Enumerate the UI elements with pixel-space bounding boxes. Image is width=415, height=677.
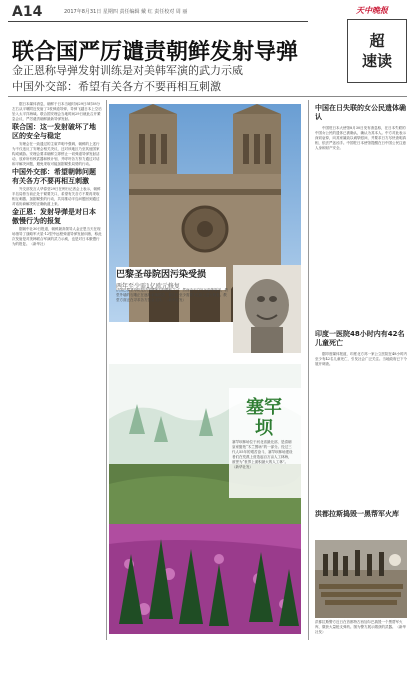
newspaper-logo: 天中晚报 [356, 5, 388, 15]
right-paragraph-1 [315, 126, 407, 280]
right-paragraph-2 [315, 352, 407, 502]
right-paragraph-3: 洪都拉斯警方近日在首都特古西加尔巴捣毁一个黑帮军火库，缴获大量枪支弹药。图为警方展示缴获的武器。（新华社发） [315, 620, 406, 634]
subheadline-2: 中国外交部：希望有关各方不要再相互刺激 [12, 80, 221, 93]
gargoyle-photo [233, 265, 301, 353]
column-divider-right [308, 100, 309, 640]
right-heading-1: 中国在日失联的女公民遗体确认 [315, 104, 406, 121]
subheadline-1: 金正恩称导弹发射训练是对美韩军演的武力示威 [12, 64, 243, 77]
photo1-caption-title: 巴黎圣母院因污染受损 [116, 270, 207, 280]
saihanba-title: 塞罕坝 [246, 397, 282, 439]
main-headline: 联合国严厉谴责朝鲜发射导弹 [12, 40, 299, 65]
saihanba-body: 塞罕坝林场位于河北省最北部，是清朝皇家猎苑“木兰围场”的一部分。经过三代人55年的艰苦奋斗，塞罕坝林场建设者们在荒漠上营造起百万亩人工林海，被誉为“世界上面积最大的人工林”。（新华社发） [232, 440, 293, 469]
section-heading-china: 中国外交部：希望朝韩问题有关各方不要再相互刺激 [12, 168, 96, 185]
section-number: A14 [12, 4, 43, 20]
paragraph-un: 安理会在一致通过的主席声明中强调，朝鲜的上述行为不仅违反了安理会相关决议，还对该地区乃至其他国家构成威胁。安理会要求朝鲜立即停止一切弹道导弹发射活动，放弃所有核武器和核计划，并呼吁各方努力通过对话和平解决问题，避免采取可能加剧紧张局势的行动。 [12, 142, 100, 166]
paragraph-china: 外交部发言人华春莹29日在例行记者会上表示，朝鲜半岛局势当前正处于紧要关口，希望有关各方不要再采取相互刺激、加剧紧张的行动，共同推动半岛问题回到通过对话协商解决的正确轨道上来。 [12, 187, 101, 206]
right-para-2-text: 据印度媒体报道，印度北方邦一家公立医院在48小时内至少有42名儿童死亡，引发社会广泛关注。当地政府已下令展开调查。 [315, 352, 407, 366]
section-heading-un: 联合国：这一发射破坏了地区的安全与稳定 [12, 123, 96, 140]
photo1-caption-sub: 两年至少需1亿欧元修复 [116, 283, 180, 290]
header-rule [8, 21, 308, 22]
photo1-caption [116, 267, 226, 290]
express-read-badge [347, 19, 407, 83]
badge-line-1: 超 [369, 32, 385, 50]
weapons-photo [315, 540, 407, 618]
lead-paragraph: 据日本媒体消息，朝鲜于日本当地时间29日5时58分左右从平壤附近发射了1枚弹道导弹，导弹飞越日本上空后坠入太平洋海域。联合国安理会当地时间29日就此召开紧急会议，严厉谴责朝鲜最新导弹发射。 [12, 102, 102, 121]
column-divider-left [106, 100, 107, 640]
section-heading-kim: 金正恩：发射导弹是对日本傲慢行为的报复 [12, 208, 96, 225]
right-para-1-text: 中国驻日本大使馆8月30日发布消息称，在日本失联的中国女公民的遗体已被确认，确认为其本人。中方对此表示深切哀悼，向其家属致以诚挚慰问，并要求日方尽快查明真相，依法严惩凶手。中国驻日本使馆提醒在日中国公民注意人身和财产安全。 [315, 126, 406, 150]
issue-meta: 2017年8月31日 星期四 责任编辑 戴 红 责任校对 周 丽 [64, 9, 188, 15]
right-heading-3: 洪都拉斯捣毁一黑帮军火库 [315, 510, 399, 518]
photo1-caption-body: 法国巴黎圣母院是法国最著名的地标之一。然而由于空气污染等原因，教堂外墙的石雕正在逐渐剥落损毁，据估计至少需要1亿欧元进行修复。教堂方面正在寻求各方资金支持。（新华社发） [116, 288, 228, 302]
paragraph-kim: 据朝中社30日报道，朝鲜最高领导人金正恩当天在现场指导了战略军火星-12型中远程弹道导弹发射训练，称此次发射是对美韩联合军演的武力示威，也是对日本傲慢行为的报复。（新华社） [12, 227, 102, 246]
headline-rule [8, 96, 407, 97]
right-heading-2: 印度一医院48小时内有42名儿童死亡 [315, 330, 405, 347]
left-column [12, 102, 102, 630]
badge-line-2: 速读 [361, 52, 392, 70]
